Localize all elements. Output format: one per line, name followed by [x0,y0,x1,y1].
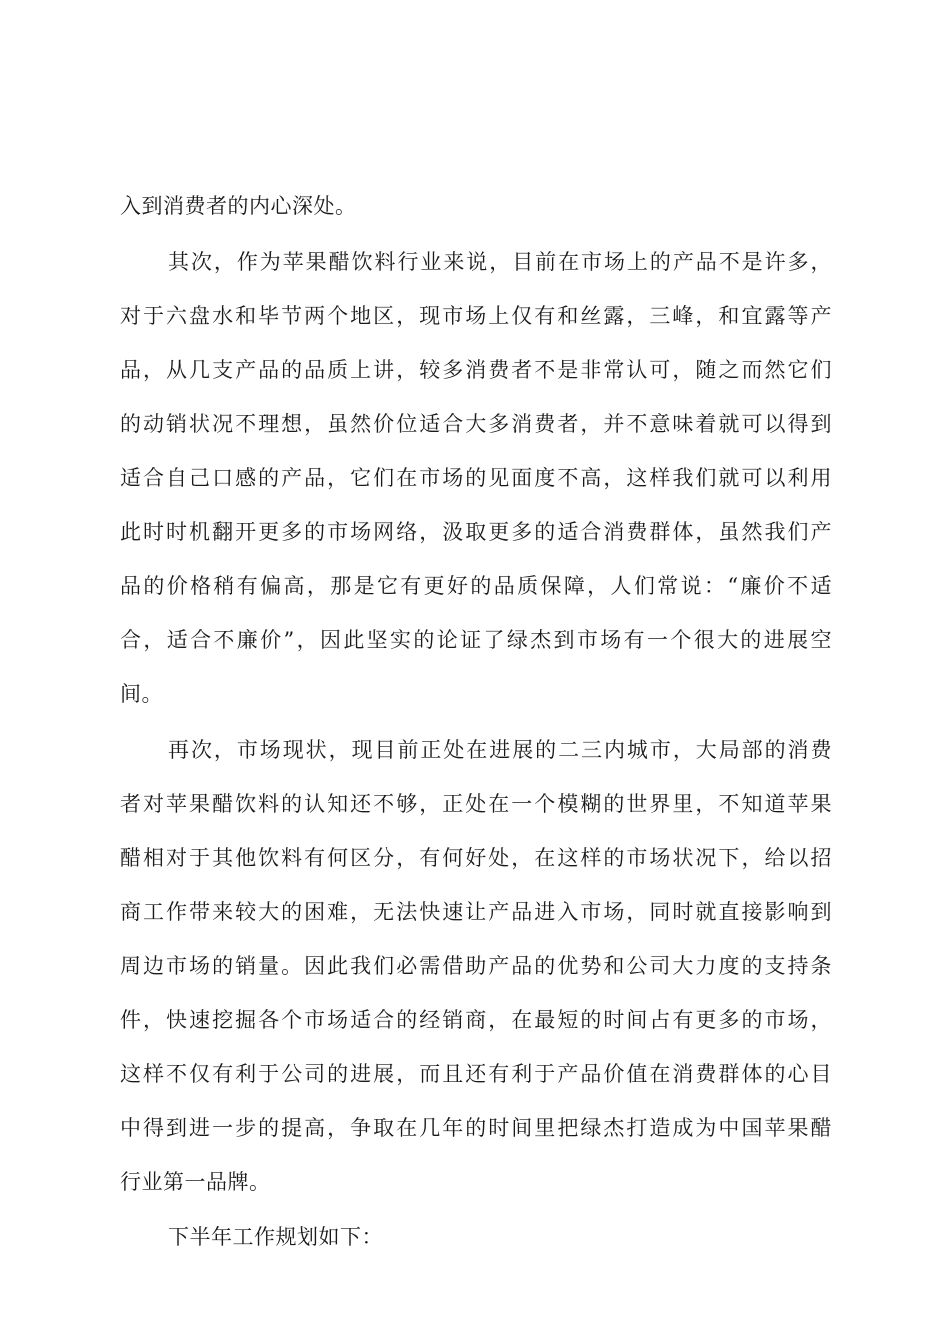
text-line: 醋相对于其他饮料有何区分，有何好处，在这样的市场状况下，给以招 [120,846,832,870]
text-line: 适合自己口感的产品，它们在市场的见面度不高，这样我们就可以利用 [120,466,832,490]
text-line: 品的价格稍有偏高，那是它有更好的品质保障，人们常说：“廉价不适 [120,574,832,598]
text-line: 商工作带来较大的困难，无法快速让产品进入市场，同时就直接影响到 [120,900,832,924]
text-line: 者对苹果醋饮料的认知还不够，正处在一个模糊的世界里，不知道苹果 [120,792,832,816]
text-line: 间。 [120,682,163,706]
text-line: 再次，市场现状，现目前正处在进展的二三内城市，大局部的消费 [168,738,832,762]
text-line: 合，适合不廉价”，因此坚实的论证了绿杰到市场有一个很大的进展空 [120,628,832,652]
text-line: 此时时机翻开更多的市场网络，汲取更多的适合消费群体，虽然我们产 [120,520,832,544]
text-line: 这样不仅有利于公司的进展，而且还有利于产品价值在消费群体的心目 [120,1062,832,1086]
text-line: 下半年工作规划如下： [168,1225,383,1249]
text-line: 件，快速挖掘各个市场适合的经销商，在最短的时间占有更多的市场， [120,1008,832,1032]
text-line: 入到消费者的内心深处。 [120,194,357,218]
text-line: 周边市场的销量。因此我们必需借助产品的优势和公司大力度的支持条 [120,954,832,978]
text-line: 品，从几支产品的品质上讲，较多消费者不是非常认可，随之而然它们 [120,358,832,382]
text-line: 的动销状况不理想，虽然价位适合大多消费者，并不意味着就可以得到 [120,412,832,436]
text-line: 行业第一品牌。 [120,1170,271,1194]
text-line: 其次，作为苹果醋饮料行业来说，目前在市场上的产品不是许多， [168,250,832,274]
text-line: 对于六盘水和毕节两个地区，现市场上仅有和丝露，三峰，和宜露等产 [120,304,832,328]
text-line: 中得到进一步的提高，争取在几年的时间里把绿杰打造成为中国苹果醋 [120,1116,832,1140]
